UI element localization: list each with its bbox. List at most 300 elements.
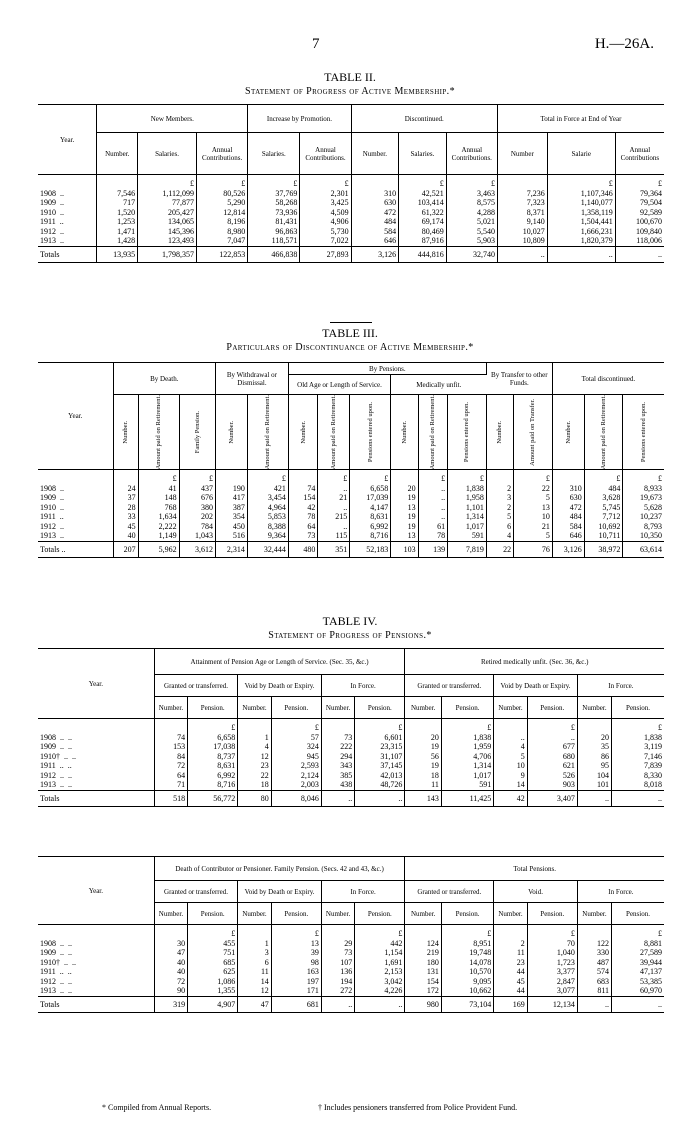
col-pension: Pension. [441, 903, 493, 925]
table-cell: 42 [494, 790, 527, 807]
table-cell: .. [355, 790, 405, 807]
table-cell: 37 [113, 493, 138, 503]
table-cell: 2,301 [300, 189, 351, 199]
table-cell: .. [494, 733, 527, 743]
table-cell: 7,712 [584, 512, 623, 522]
table-cell: .. [318, 522, 350, 532]
table-cell: 2,847 [527, 977, 577, 987]
table-cell: 18 [238, 780, 271, 790]
table-cell: 19,673 [640, 493, 662, 503]
table-row [38, 761, 664, 771]
col-void: Void. [494, 881, 578, 903]
table-cell: 80,469 [399, 227, 447, 237]
col-year: Year. [38, 105, 97, 175]
col-number: Number [497, 133, 547, 175]
col-number: Number. [299, 420, 307, 444]
col-number: Number. [405, 903, 441, 925]
table-cell: 945 [271, 752, 321, 762]
table-cell: 4,509 [300, 208, 351, 218]
year-cell: 1908 .. .. [38, 939, 154, 949]
table-cell: 5,290 [197, 198, 248, 208]
footnote-dagger: † Includes pensioners transferred from Police Provident Fund. [318, 1103, 518, 1112]
table-cell: 19,748 [441, 948, 493, 958]
table-cell: 32,444 [247, 541, 288, 558]
table-cell: 38,972 [584, 541, 623, 558]
table-cell: 197 [271, 977, 321, 987]
table-cell: 9,095 [441, 977, 493, 987]
col-number: Number. [564, 420, 572, 444]
table-cell: 21 [514, 522, 553, 532]
table-cell: 10 [514, 512, 553, 522]
table-cell: 1,958 [448, 493, 487, 503]
table-cell: 23 [494, 958, 527, 968]
table-cell: 5 [494, 752, 527, 762]
table-cell: 472 [552, 503, 584, 513]
table-cell: 1,723 [527, 958, 577, 968]
table-cell: 202 [179, 512, 215, 522]
totals-label: Totals .. [38, 541, 113, 558]
table-cell: .. [418, 493, 448, 503]
pound-sign: £ [271, 925, 321, 939]
table-cell: 1,112,099 [138, 189, 197, 199]
table-cell: 21 [318, 493, 350, 503]
col-salaries: Salaries. [399, 133, 447, 175]
col-void-death: Void by Death or Expiry. [238, 881, 322, 903]
pound-sign: £ [350, 470, 391, 484]
table-cell: 584 [351, 227, 399, 237]
table-cell: .. [318, 503, 350, 513]
totals-row [38, 246, 664, 263]
table-cell: 134,065 [138, 217, 197, 227]
table-cell: 39 [271, 948, 321, 958]
table-cell: 72 [154, 977, 187, 987]
year-cell: 1909 .. [38, 493, 113, 503]
table-cell: 63,614 [623, 541, 664, 558]
col-pension: Pension. [271, 903, 321, 925]
table-row [38, 967, 664, 977]
table-cell: 52,183 [350, 541, 391, 558]
table-cell: 7,146 [644, 751, 662, 761]
table-cell: 3,454 [247, 493, 288, 503]
table-cell: 685 [188, 958, 238, 968]
table-cell: 145,396 [138, 227, 197, 237]
table-cell: 3,077 [527, 986, 577, 996]
table-cell: 20 [577, 733, 611, 743]
table-cell: 23 [238, 761, 271, 771]
table-cell: 1 [238, 733, 271, 743]
col-number: Number. [321, 903, 354, 925]
col-discontinued: Discontinued. [351, 105, 497, 133]
col-withdrawal: By Withdrawal or Dismissal. [216, 363, 289, 395]
col-annual-contributions: Annual Contributions [615, 133, 664, 175]
table-cell: .. [577, 790, 611, 807]
table-cell: 1,691 [355, 958, 405, 968]
table-row [38, 939, 664, 949]
table-cell: 77,877 [138, 198, 197, 208]
year-cell: 1911 .. .. [38, 967, 154, 977]
table-cell: 107 [321, 958, 354, 968]
table-cell: 1,504,441 [547, 217, 615, 227]
table-cell: 194 [321, 977, 354, 987]
table-cell: 484 [584, 484, 623, 494]
col-by-transfer: By Transfer to other Funds. [486, 363, 552, 395]
table-cell: 86 [577, 752, 611, 762]
col-increase-promotion: Increase by Promotion. [248, 105, 351, 133]
table-cell: 351 [318, 541, 350, 558]
table-cell: 205,427 [138, 208, 197, 218]
col-number: Number. [238, 903, 271, 925]
table-cell: 45 [494, 977, 527, 987]
year-cell: 1911 .. [38, 512, 113, 522]
col-amount-paid: Amount paid on Retirement. [155, 395, 163, 470]
table-cell: 8,046 [271, 790, 321, 807]
table-ii-subtitle: Statement of Progress of Active Membership.* [245, 86, 455, 97]
table-cell: 219 [405, 948, 441, 958]
currency-row [38, 175, 664, 189]
table-cell: 526 [527, 771, 577, 781]
table-cell: 9,364 [247, 531, 288, 541]
table-cell: 8,631 [350, 512, 391, 522]
table-cell: 516 [216, 531, 248, 541]
table-cell: 3,463 [446, 189, 497, 199]
table-cell: 6,601 [355, 733, 405, 743]
table-cell: 19 [391, 512, 418, 522]
table-ii [38, 104, 664, 263]
table-cell: 31,107 [355, 752, 405, 762]
table-cell: 472 [351, 208, 399, 218]
table-cell: 310 [552, 484, 584, 494]
table-cell: 1,314 [441, 761, 493, 771]
table-cell: 4 [486, 531, 513, 541]
table-cell: 8,018 [644, 780, 662, 789]
table-iii-subtitle: Particulars of Discontinuance of Active Membership.* [226, 342, 474, 353]
table-cell: 22 [238, 771, 271, 781]
table-cell: 139 [418, 541, 448, 558]
table-cell: 438 [321, 780, 354, 790]
table-cell: 18 [405, 771, 441, 781]
table-cell: 14,078 [441, 958, 493, 968]
table-cell: 22 [486, 541, 513, 558]
col-pension: Pension. [527, 903, 577, 925]
table-cell: 2,314 [216, 541, 248, 558]
table-cell: 646 [351, 236, 399, 246]
pound-sign: £ [527, 925, 577, 939]
col-in-force: In Force. [321, 881, 405, 903]
pound-sign: £ [658, 474, 662, 484]
table-cell: .. [321, 996, 354, 1013]
table-cell: 5,853 [247, 512, 288, 522]
table-cell: 387 [216, 503, 248, 513]
col-number: Number. [405, 697, 441, 719]
table-cell: 2 [486, 503, 513, 513]
table-cell: 768 [138, 503, 179, 513]
table-cell: 4,906 [300, 217, 351, 227]
table-cell: 57 [271, 733, 321, 743]
col-pension: Pension. [612, 697, 664, 719]
table-cell: 80 [238, 790, 271, 807]
col-number: Number. [496, 420, 504, 444]
table-cell: 343 [321, 761, 354, 771]
table-cell: 7,839 [644, 761, 662, 770]
col-amount-paid: Amount paid on Retirement. [429, 395, 437, 470]
table-cell: 319 [154, 996, 187, 1013]
col-total-discontinued: Total discontinued. [552, 363, 664, 395]
table-cell: 2 [486, 484, 513, 494]
table-cell: 44 [494, 967, 527, 977]
totals-row [38, 541, 664, 558]
table-cell: 74 [288, 484, 318, 494]
table-cell: 683 [577, 977, 611, 987]
table-cell: 1,149 [138, 531, 179, 541]
table-cell: 1,154 [355, 948, 405, 958]
col-total-in-force: Total in Force at End of Year [497, 105, 664, 133]
table-cell: 47 [238, 996, 271, 1013]
table-cell: 1,471 [97, 227, 138, 237]
table-cell: 480 [288, 541, 318, 558]
table-cell: 5 [514, 531, 553, 541]
table-row [38, 493, 664, 503]
table-cell: 13 [391, 531, 418, 541]
table-cell: .. [318, 484, 350, 494]
table-cell: 44 [494, 986, 527, 996]
table-cell: 8,881 [644, 938, 662, 948]
table-cell: 5,021 [446, 217, 497, 227]
table-cell: 23,315 [355, 742, 405, 752]
col-pensions-entered: Pensions entered upon. [366, 402, 374, 463]
totals-label: Totals [38, 996, 154, 1013]
table-cell: 109,840 [636, 226, 662, 236]
table-cell: 30 [154, 939, 187, 949]
year-cell: 1908 .. [38, 484, 113, 494]
table-cell: 8,716 [188, 780, 238, 790]
totals-label: Totals [38, 790, 154, 807]
table-cell: 5,962 [138, 541, 179, 558]
table-cell: 73 [321, 948, 354, 958]
col-in-force: In Force. [321, 675, 405, 697]
table-cell: 784 [179, 522, 215, 532]
year-cell: 1912 .. .. [38, 771, 154, 781]
table-cell: 124 [405, 939, 441, 949]
table-cell: 69,174 [399, 217, 447, 227]
col-number: Number. [494, 697, 527, 719]
col-amount-paid: Amount paid on Retirement. [600, 395, 608, 470]
col-salaries: Salarie [547, 133, 615, 175]
table-cell: 123,493 [138, 236, 197, 246]
table-cell: 324 [271, 742, 321, 752]
table-cell: 73 [321, 733, 354, 743]
table-cell: 5,730 [300, 227, 351, 237]
pound-sign: £ [547, 175, 615, 189]
table-cell: 1,314 [448, 512, 487, 522]
pound-sign: £ [658, 723, 662, 732]
table-cell: 17,039 [350, 493, 391, 503]
table-cell: 37,769 [248, 189, 300, 199]
table-cell: 4 [494, 742, 527, 752]
table-cell: 3,628 [584, 493, 623, 503]
table-cell: 591 [441, 780, 493, 790]
table-cell: .. [577, 996, 611, 1013]
currency-row [38, 470, 664, 484]
table-cell: 9 [494, 771, 527, 781]
table-cell: 6,992 [188, 771, 238, 781]
table-cell: 163 [271, 967, 321, 977]
table-cell: 190 [216, 484, 248, 494]
table-cell: 13 [391, 503, 418, 513]
table-cell: 222 [321, 742, 354, 752]
pound-sign: £ [514, 470, 553, 484]
table-cell: 80,526 [197, 189, 248, 199]
table-cell: 13 [271, 939, 321, 949]
table-cell: 6,658 [188, 733, 238, 743]
table-cell: 385 [321, 771, 354, 781]
table-cell: 1,140,077 [547, 198, 615, 208]
col-number: Number. [321, 697, 354, 719]
table-row [38, 208, 664, 218]
col-granted: Granted or transferred. [154, 881, 238, 903]
col-number: Number. [400, 420, 408, 444]
table-iv-subtitle: Statement of Progress of Pensions.* [268, 630, 432, 641]
table-cell: 33 [113, 512, 138, 522]
pound-sign: £ [138, 470, 179, 484]
table-cell: 10,662 [441, 986, 493, 996]
pound-sign: £ [179, 470, 215, 484]
table-cell: 103,414 [399, 198, 447, 208]
year-cell: 1913 .. .. [38, 780, 154, 790]
table-cell: 1,959 [441, 742, 493, 752]
table-cell: 2,153 [355, 967, 405, 977]
table-cell: 19 [405, 761, 441, 771]
table-cell: 354 [216, 512, 248, 522]
table-cell: 78 [288, 512, 318, 522]
year-cell: 1913 .. [38, 531, 113, 541]
col-pension: Pension. [355, 697, 405, 719]
year-cell: 1910 .. [38, 503, 113, 513]
table-cell: 40 [113, 531, 138, 541]
table-cell: 11 [238, 967, 271, 977]
table-cell: 330 [577, 948, 611, 958]
pound-sign: £ [441, 925, 493, 939]
table-cell: 442 [355, 939, 405, 949]
table-cell: 466,838 [248, 246, 300, 263]
table-cell: 717 [97, 198, 138, 208]
col-pension: Pension. [527, 697, 577, 719]
table-cell: 1,086 [188, 977, 238, 987]
table-cell: 4,147 [350, 503, 391, 513]
col-amount-transfer: Amount paid on Transfer. [529, 398, 537, 466]
table-iii-title: TABLE III. [322, 326, 378, 340]
table-cell: 310 [351, 189, 399, 199]
table-row [38, 752, 664, 762]
table-cell: 4,226 [355, 986, 405, 996]
col-pension: Pension. [355, 903, 405, 925]
table-cell: 70 [527, 939, 577, 949]
table-cell: 8,388 [247, 522, 288, 532]
table-cell: 61 [418, 522, 448, 532]
col-pension: Pension. [271, 697, 321, 719]
table-cell: 98 [271, 958, 321, 968]
table-row [38, 780, 664, 790]
year-cell: 1912 .. .. [38, 977, 154, 987]
table-cell: 1,428 [97, 236, 138, 246]
table-cell: 118,571 [248, 236, 300, 246]
col-granted: Granted or transferred. [405, 675, 494, 697]
pound-sign: £ [658, 929, 662, 938]
table-cell: 42,013 [355, 771, 405, 781]
table-cell: 48,726 [355, 780, 405, 790]
table-cell: 22 [514, 484, 553, 494]
col-year: Year. [38, 649, 154, 719]
table-cell: 630 [351, 198, 399, 208]
table-cell: 95 [577, 761, 611, 771]
table-cell: 1,017 [441, 771, 493, 781]
table-cell: 630 [552, 493, 584, 503]
table-cell: 6,992 [350, 522, 391, 532]
col-new-members: New Members. [97, 105, 248, 133]
pound-sign: £ [658, 179, 662, 188]
currency-row [38, 925, 664, 939]
table-cell: 10 [494, 761, 527, 771]
table-cell: 10,711 [584, 531, 623, 541]
table-cell: 980 [405, 996, 441, 1013]
year-cell: 1911 .. .. [38, 761, 154, 771]
pound-sign: £ [355, 719, 405, 733]
table-cell: 5,745 [584, 503, 623, 513]
col-salaries: Salaries. [138, 133, 197, 175]
table-iv-part-a [38, 648, 664, 807]
table-cell: 3,377 [527, 967, 577, 977]
table-cell: 8,196 [197, 217, 248, 227]
col-granted: Granted or transferred. [405, 881, 494, 903]
table-cell: 680 [527, 752, 577, 762]
table-cell: 621 [527, 761, 577, 771]
table-cell: 4 [238, 742, 271, 752]
pound-sign: £ [248, 175, 300, 189]
table-iv-title: TABLE IV. [322, 614, 378, 628]
col-number: Number. [122, 420, 130, 444]
table-cell: 3,042 [355, 977, 405, 987]
col-number: Number. [494, 903, 527, 925]
table-cell: 5 [486, 512, 513, 522]
table-cell: 215 [318, 512, 350, 522]
table-cell: 19 [405, 742, 441, 752]
table-cell: 1,838 [448, 484, 487, 494]
table-cell: 11 [494, 948, 527, 958]
table-cell: 455 [188, 939, 238, 949]
table-cell: 11 [405, 780, 441, 790]
table-cell: 13 [514, 503, 553, 513]
table-cell: 154 [405, 977, 441, 987]
table-row [38, 977, 664, 987]
col-in-force: In Force. [577, 881, 664, 903]
col-annual-contributions: Annual Contributions. [300, 133, 351, 175]
footnote-star: * Compiled from Annual Reports. [102, 1103, 212, 1112]
table-cell: 677 [527, 742, 577, 752]
table-row [38, 958, 664, 968]
table-cell: 87,916 [399, 236, 447, 246]
table-cell: 3,425 [300, 198, 351, 208]
table-cell: 40 [154, 967, 187, 977]
table-cell: 56,772 [188, 790, 238, 807]
col-void-death: Void by Death or Expiry. [494, 675, 578, 697]
divider [330, 322, 372, 323]
table-cell: 71 [154, 780, 187, 790]
table-cell: 10,570 [441, 967, 493, 977]
table-cell: 12,134 [527, 996, 577, 1013]
table-cell: 1,043 [179, 531, 215, 541]
table-cell: 8,737 [188, 752, 238, 762]
table-cell: 118,006 [636, 236, 662, 245]
table-cell: 3,612 [179, 541, 215, 558]
